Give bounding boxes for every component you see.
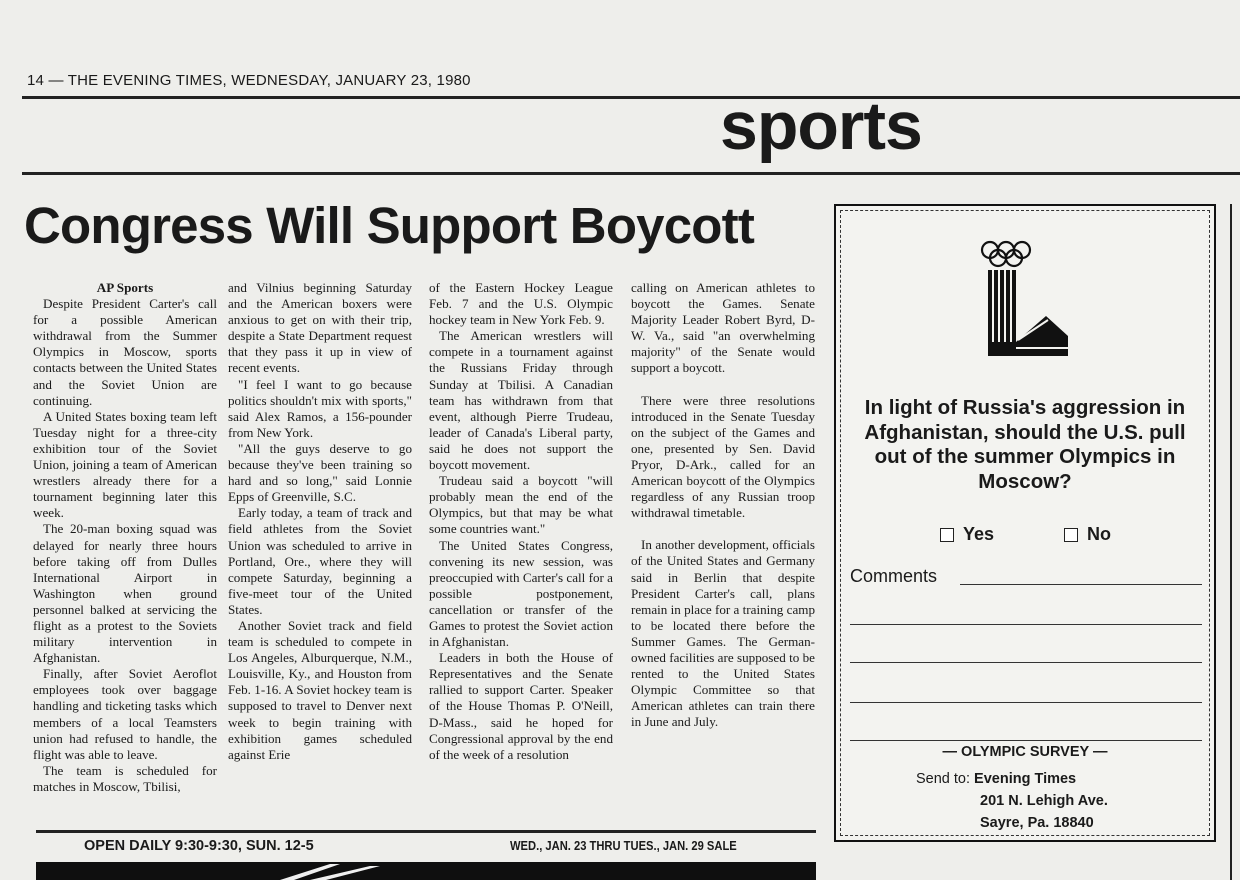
article-column-1 — [33, 280, 217, 795]
send-to-label: Send to: — [916, 771, 971, 787]
page-folio: 14 — THE EVENING TIMES, WEDNESDAY, JANUARY 23, 1980 — [27, 72, 471, 89]
article-column-2 — [228, 280, 412, 763]
article-column-4 — [631, 280, 815, 730]
paragraph: Despite President Carter's call for a possible American withdrawal from the Summer Olympics in Moscow, sports contacts between the United States and the Soviet Union are continuing. — [33, 296, 217, 408]
paragraph: Another Soviet track and field team is scheduled to compete in Los Angeles, Alburquerque, N.M., Louisville, Ky., and Houston from Feb. 1-16. A Soviet hockey team is supposed to travel to Denver next week to begin training with exhibition games scheduled against Erie — [228, 617, 412, 762]
survey-title: — OLYMPIC SURVEY — — [942, 744, 1108, 760]
moscow-olympics-logo-icon — [976, 236, 1076, 366]
comments-line[interactable] — [850, 702, 1202, 703]
comments-line[interactable] — [850, 662, 1202, 663]
adjacent-column-edge — [1230, 204, 1240, 880]
paragraph: The team is scheduled for matches in Moscow, Tbilisi, — [33, 762, 217, 794]
send-to-name: Evening Times — [974, 771, 1077, 787]
header-rule-top — [22, 96, 1240, 99]
paragraph: of the Eastern Hockey League Feb. 7 and the U.S. Olympic hockey team in New York Feb. 9. — [429, 280, 613, 328]
paragraph: In another development, officials of the United States and Germany said in Berlin that despite President Carter's call, plans remain in place for a training camp to be located there before the Summer Games. The German-owned facilities are supposed to be rented to the United States Olympic Committee so that American athletes can train there in June and July. — [631, 537, 815, 730]
article-bottom-rule — [36, 830, 816, 833]
yes-label: Yes — [963, 524, 995, 544]
comments-line[interactable] — [850, 624, 1202, 625]
survey-option-no[interactable] — [1064, 524, 1111, 545]
paragraph: Trudeau said a boycott "will probably mean the end of the Olympics, but that may be what some countries want." — [429, 473, 613, 537]
paragraph: Leaders in both the House of Representatives and the Senate rallied to support Carter. Speaker of the House Thomas P. O'Neill, D-Mass., said he hoped for Congressional approval by the end of the week of a resolution — [429, 650, 613, 762]
address-line-2: Sayre, Pa. 18840 — [980, 815, 1094, 831]
headline: Congress Will Support Boycott — [24, 197, 755, 254]
paragraph: and Vilnius beginning Saturday and the American boxers were anxious to get on with their trip, despite a State Department request that they pass it up in view of recent events. — [228, 280, 412, 376]
paragraph: The United States Congress, convening its new session, was preoccupied with Carter's call for a possible postponement, cancellation or transfer of the Games to protest the Soviet action in Afghanistan. — [429, 537, 613, 650]
ad-banner — [36, 862, 816, 880]
no-label: No — [1087, 524, 1111, 544]
paragraph: Early today, a team of track and field athletes from the Soviet Union was scheduled to arrive in Portland, Ore., where they will compete Saturday, beginning a five-meet tour of the United States. — [228, 505, 412, 617]
olympic-survey-box — [834, 204, 1216, 842]
ad-graphic-icon — [270, 862, 410, 880]
comments-label: Comments — [850, 566, 938, 586]
paragraph: A United States boxing team left Tuesday night for a three-city exhibition tour of the Soviet Union, joining a team of American wrestlers already there for a tournament beginning later this week. — [33, 408, 217, 521]
ad-sale-dates: WED., JAN. 23 THRU TUES., JAN. 29 SALE — [510, 838, 737, 853]
paragraph: The 20-man boxing squad was delayed for nearly three hours before taking off from Dulles International Airport in Washington when ground personnel balked at servicing the flight as a protest to the Soviets military intervention in Afghanistan. — [33, 521, 217, 666]
paragraph: "I feel I want to go because politics shouldn't mix with sports," said Alex Ramos, a 156-pounder from New York. — [228, 376, 412, 440]
comments-line[interactable] — [850, 740, 1202, 741]
header-rule-bottom — [22, 172, 1240, 175]
survey-question: In light of Russia's aggression in Afghanistan, should the U.S. pull out of the summer Olympics in Moscow? — [864, 396, 1186, 493]
comments-line[interactable] — [960, 584, 1202, 585]
paragraph: "All the guys deserve to go because they've been training so hard and so long," said Lonnie Epps of Greenville, S.C. — [228, 440, 412, 505]
paragraph: calling on American athletes to boycott the Games. Senate Majority Leader Robert Byrd, D-W. Va., said "an overwhelming majority" of the Senate would support a boycott. — [631, 280, 815, 376]
send-to-address — [916, 768, 1108, 834]
section-title: sports — [720, 88, 922, 164]
paragraph: There were three resolutions introduced in the Senate Tuesday on the subject of the Games and one, presented by Sen. David Pryor, D-Ark., called for an American boycott of the Olympics regardless of any Russian troop withdrawal timetable. — [631, 392, 815, 521]
survey-option-yes[interactable] — [940, 524, 994, 545]
article-column-3 — [429, 280, 613, 763]
address-line-1: 201 N. Lehigh Ave. — [980, 793, 1108, 809]
yes-checkbox[interactable] — [940, 528, 954, 542]
byline: AP Sports — [96, 280, 154, 295]
paragraph: Finally, after Soviet Aeroflot employees took over baggage handling and ticketing tasks which members of a local Teamsters union had refused to handle, the flight was able to leave. — [33, 666, 217, 762]
no-checkbox[interactable] — [1064, 528, 1078, 542]
ad-store-hours: OPEN DAILY 9:30-9:30, SUN. 12-5 — [84, 838, 314, 854]
paragraph: The American wrestlers will compete in a tournament against the Russians Friday through Sunday at Tbilisi. A Canadian team has withdrawn from that event, although Pierre Trudeau, leader of Canada's Liberal party, said he does not support the boycott movement. — [429, 328, 613, 473]
